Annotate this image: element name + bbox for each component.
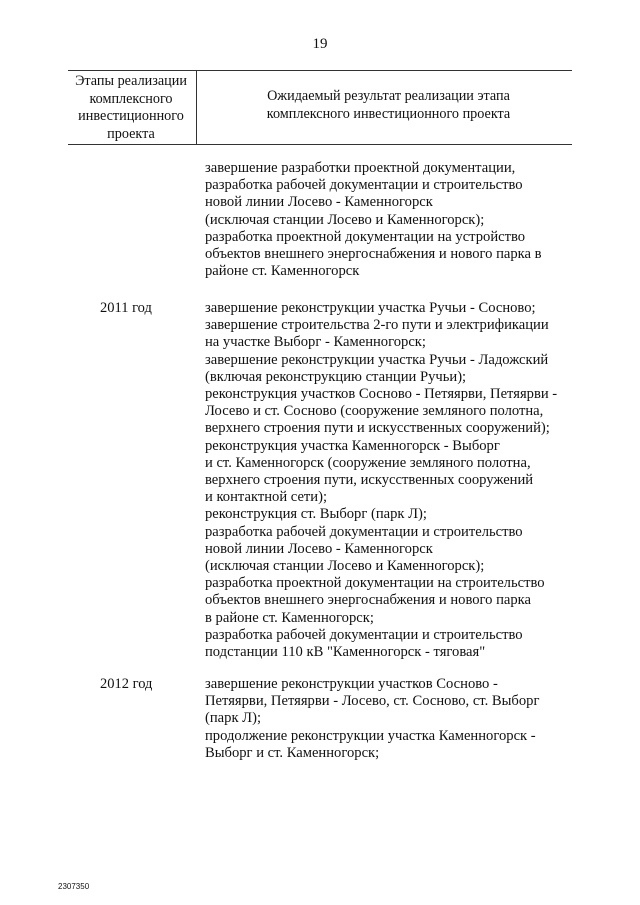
table-top-rule (68, 70, 572, 71)
result-line: (парк Л); (205, 710, 261, 727)
result-line: реконструкция ст. Выборг (парк Л); (205, 506, 427, 523)
header-result-column (205, 88, 572, 123)
result-line: завершение реконструкции участков Сосново - (205, 676, 498, 692)
result-line: новой линии Лосево - Каменногорск (205, 540, 433, 557)
result-line: Петяярви, Петяярви - Лосево, ст. Сосново, ст. Выборг (205, 693, 540, 710)
result-block-2011 (205, 300, 575, 661)
header-stages-line: Этапы реализации (75, 73, 187, 89)
stage-year-2012: 2012 год (100, 676, 153, 692)
result-line: разработка рабочей документации и строительство (205, 626, 523, 643)
result-line: Лосево и ст. Сосново (сооружение земляного полотна, (205, 403, 544, 420)
result-line: подстанции 110 кВ "Каменногорск - тяговая" (205, 644, 486, 661)
result-line: завершение разработки проектной документации, (205, 160, 516, 176)
result-line: на участке Выборг - Каменногорск; (205, 334, 426, 351)
result-line: реконструкция участков Сосново - Петяярви, Петяярви - (205, 386, 558, 403)
header-result-line: Ожидаемый результат реализации этапа (267, 88, 510, 104)
result-line: реконструкция участка Каменногорск - Выборг (205, 437, 500, 454)
result-line: завершение реконструкции участка Ручьи - Сосново; (205, 300, 536, 316)
page-number: 19 (312, 36, 328, 52)
table-column-divider (196, 70, 197, 144)
result-line: разработка рабочей документации и строительство (205, 177, 523, 194)
header-result-line: комплексного инвестиционного проекта (266, 105, 511, 122)
result-line: разработка рабочей документации и строительство (205, 523, 523, 540)
header-stages-line: проекта (107, 125, 155, 142)
result-line: продолжение реконструкции участка Каменногорск - (205, 727, 536, 744)
result-line: районе ст. Каменногорск (205, 263, 360, 280)
result-line: верхнего строения пути, искусственных сооружений (205, 472, 534, 489)
result-line: и ст. Каменногорск (сооружение земляного полотна, (205, 454, 531, 471)
result-block-continued (205, 160, 575, 280)
result-line: новой линии Лосево - Каменногорск (205, 194, 433, 211)
stage-year-2011: 2011 год (100, 300, 152, 316)
result-line: объектов внешнего энергоснабжения и нового парка в (205, 246, 542, 263)
table-header-rule (68, 144, 572, 145)
result-line: (включая реконструкцию станции Ручьи); (205, 368, 467, 385)
result-line: завершение строительства 2-го пути и электрификации (205, 317, 549, 334)
result-line: (исключая станции Лосево и Каменногорск); (205, 558, 485, 575)
result-line: и контактной сети); (205, 489, 328, 506)
result-block-2012 (205, 676, 575, 762)
result-line: разработка проектной документации на устройство (205, 228, 526, 245)
header-stages-column (68, 73, 194, 143)
result-line: Выборг и ст. Каменногорск; (205, 744, 380, 761)
result-line: завершение реконструкции участка Ручьи - Ладожский (205, 351, 549, 368)
result-line: в районе ст. Каменногорск; (205, 609, 374, 626)
document-code: 2307350 (58, 882, 90, 891)
header-stages-line: инвестиционного (78, 108, 184, 124)
result-line: разработка проектной документации на строительство (205, 575, 545, 592)
result-line: (исключая станции Лосево и Каменногорск); (205, 211, 485, 228)
header-stages-line: комплексного (89, 90, 173, 107)
result-line: объектов внешнего энергоснабжения и нового парка (205, 592, 532, 609)
result-line: верхнего строения пути и искусственных сооружений); (205, 420, 550, 437)
